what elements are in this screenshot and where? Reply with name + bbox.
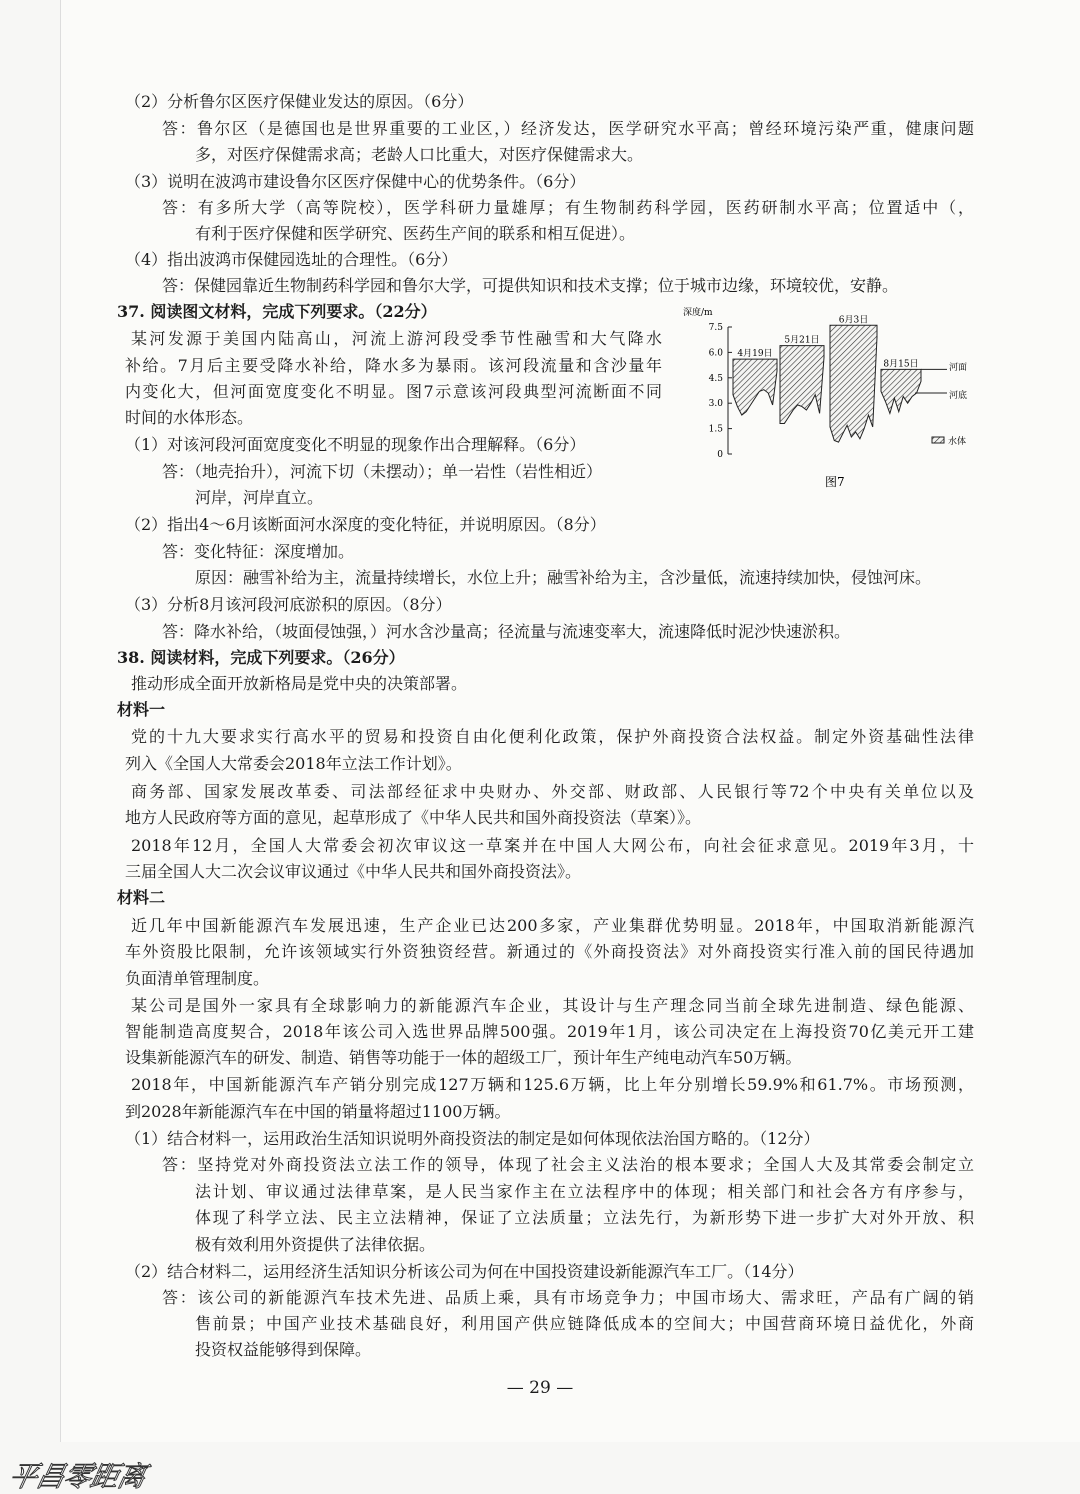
y-tick-label: 0 [717,450,723,460]
text-line: 负面清单管理制度。 [125,969,270,988]
text-line: 材料二 [117,888,166,907]
y-tick-label: 3.0 [708,399,723,410]
y-tick-label: 7.5 [708,323,723,333]
watermark-logo: 平昌零距离 [6,1460,149,1493]
text-line: 答：降水补给，（坡面侵蚀强，）河水含沙量高；径流量与流速变率大，流速降低时泥沙快速淤积。 [162,622,851,641]
text-line: 地方人民政府等方面的意见，起草形成了《中华人民共和国外商投资法（草案）》。 [125,808,702,827]
text-line: 答：保健园靠近生物制药科学园和鲁尔大学，可提供知识和技术支撑；位于城市边缘，环境较优，安静。 [162,276,899,295]
text-line: 答：坚持党对外商投资法立法工作的领导，体现了社会主义法治的根本要求；全国人大及其常委会制定立 [162,1155,974,1174]
text-line: 投资权益能够得到保障。 [195,1340,372,1359]
text-line: 三届全国人大二次会议审议通过《中华人民共和国外商投资法》。 [125,862,582,881]
text-line: （3）分析8月该河段河底淤积的原因。（8分） [125,595,452,614]
y-tick-label: 1.5 [708,424,723,435]
water-body-section [881,369,921,413]
text-line: 设集新能源汽车的研发、制造、销售等功能于一体的超级工厂，预计年生产纯电动汽车50万辆。 [125,1048,802,1067]
text-line: 智能制造高度契合，2018年该公司入选世界品牌500强。2019年1月，该公司决定在上海投资70亿美元开工建 [125,1022,974,1041]
text-line: 答：变化特征：深度增加。 [162,542,355,561]
text-line: （4）指出波鸿市保健园选址的合理性。（6分） [125,250,458,269]
text-line: 答：（地壳抬升），河流下切（未摆动）；单一岩性（岩性相近） [162,462,603,481]
legend-label: 水体 [948,437,967,447]
text-line: 推动形成全面开放新格局是党中央的决策部署。 [131,674,468,693]
text-line: 售前景；中国产业技术基础良好，利用国产供应链降低成本的空间大；中国营商环境日益优化，外商 [195,1314,974,1333]
text-line: 时间的水体形态。 [125,408,254,427]
text-line: （2）分析鲁尔区医疗保健业发达的原因。（6分） [125,92,474,111]
text-line: （2）指出4～6月该断面河水深度的变化特征，并说明原因。（8分） [125,515,606,534]
text-line: 近几年中国新能源汽车发展迅速，生产企业已达200多家，产业集群优势明显。2018年，中国取消新能源汽 [131,916,974,935]
section-date-label: 4月19日 [737,349,773,360]
y-tick-label: 6.0 [708,348,723,359]
text-line: 内变化大，但河面宽度变化不明显。图7示意该河段典型河流断面不同 [125,382,662,401]
water-body-section [733,359,777,415]
text-line: 极有效利用外资提供了法律依据。 [195,1235,436,1254]
text-line: 答：该公司的新能源汽车技术先进、品质上乘，具有市场竞争力；中国市场大、需求旺，产品有广阔的销 [162,1288,974,1307]
text-line: 某河发源于美国内陆高山，河流上游河段受季节性融雪和大气降水 [131,329,662,348]
text-line: 有利于医疗保健和医学研究、医药生产间的联系和相互促进）。 [195,224,636,243]
figure-caption: 图7 [825,475,845,489]
text-line: 体现了科学立法、民主立法精神，保证了立法质量；立法先行，为新形势下进一步扩大对外开放、积 [195,1208,974,1227]
y-axis-label: 深度/m [683,308,713,318]
text-line: 2018年，中国新能源汽车产销分别完成127万辆和125.6万辆，比上年分别增长59.9%和61.7%。市场预测， [131,1075,974,1094]
text-line: 某公司是国外一家具有全球影响力的新能源汽车企业，其设计与生产理念同当前全球先进制造、绿色能源、 [131,996,974,1015]
text-line: 党的十九大要求实行高水平的贸易和投资自由化便利化政策，保护外商投资合法权益。制定外资基础性法律 [131,727,974,746]
text-line: 答：有多所大学（高等院校），医学科研力量雄厚；有生物制药科学园，医药研制水平高；位置适中（， [162,198,974,217]
text-line: 补给。7月后主要受降水补给，降水多为暴雨。该河段流量和含沙量年 [125,356,662,375]
text-line: 37. 阅读图文材料，完成下列要求。（22分） [117,302,437,321]
section-date-label: 5月21日 [784,335,820,346]
text-line: 河岸，河岸直立。 [195,488,324,507]
text-line: 商务部、国家发展改革委、司法部经征求中央财办、外交部、财政部、人民银行等72个中央有关单位以及 [131,782,974,801]
text-line: 列入《全国人大常委会2018年立法工作计划》。 [125,754,462,773]
text-line: 38. 阅读材料，完成下列要求。（26分） [117,648,405,667]
text-line: 2018年12月，全国人大常委会初次审议这一草案并在中国人大网公布，向社会征求意见。2019年3月，十 [131,836,974,855]
water-body-section [830,325,877,442]
text-line: 法计划、审议通过法律草案，是人民当家作主在立法程序中的体现；相关部门和社会各方有序参与， [195,1182,974,1201]
legend-swatch [932,437,944,443]
text-line: 多，对医疗保健需求高；老龄人口比重大，对医疗保健需求大。 [195,145,644,164]
river-surface-label: 河面 [949,363,968,373]
text-line: （1）对该河段河面宽度变化不明显的现象作出合理解释。（6分） [125,435,586,454]
section-date-label: 8月15日 [883,359,919,370]
text-line: 原因：融雪补给为主，流量持续增长，水位上升；融雪补给为主，含沙量低，流速持续加快，侵蚀河床。 [195,568,932,587]
water-body-section [780,346,824,424]
page-number: — 29 — [506,1378,574,1398]
text-line: 车外资股比限制，允许该领域实行外资独资经营。新通过的《外商投资法》对外商投资实行准入前的国民待遇加 [125,942,974,961]
y-tick-label: 4.5 [708,373,723,384]
text-line: 材料一 [117,700,166,719]
text-line: （2）结合材料二，运用经济生活知识分析该公司为何在中国投资建设新能源汽车工厂。（14分） [125,1262,804,1281]
text-line: （1）结合材料一，运用政治生活知识说明外商投资法的制定是如何体现依法治国方略的。（12分） [125,1129,820,1148]
river-bed-label: 河底 [949,391,968,401]
text-line: 到2028年新能源汽车在中国的销量将超过1100万辆。 [125,1102,511,1121]
section-date-label: 6月3日 [838,315,869,326]
figure-7-river-cross-section [675,300,985,500]
text-line: （3）说明在波鸿市建设鲁尔区医疗保健中心的优势条件。（6分） [125,172,586,191]
text-line: 答：鲁尔区（是德国也是世界重要的工业区，）经济发达，医学研究水平高；曾经环境污染严重，健康问题 [162,119,974,138]
